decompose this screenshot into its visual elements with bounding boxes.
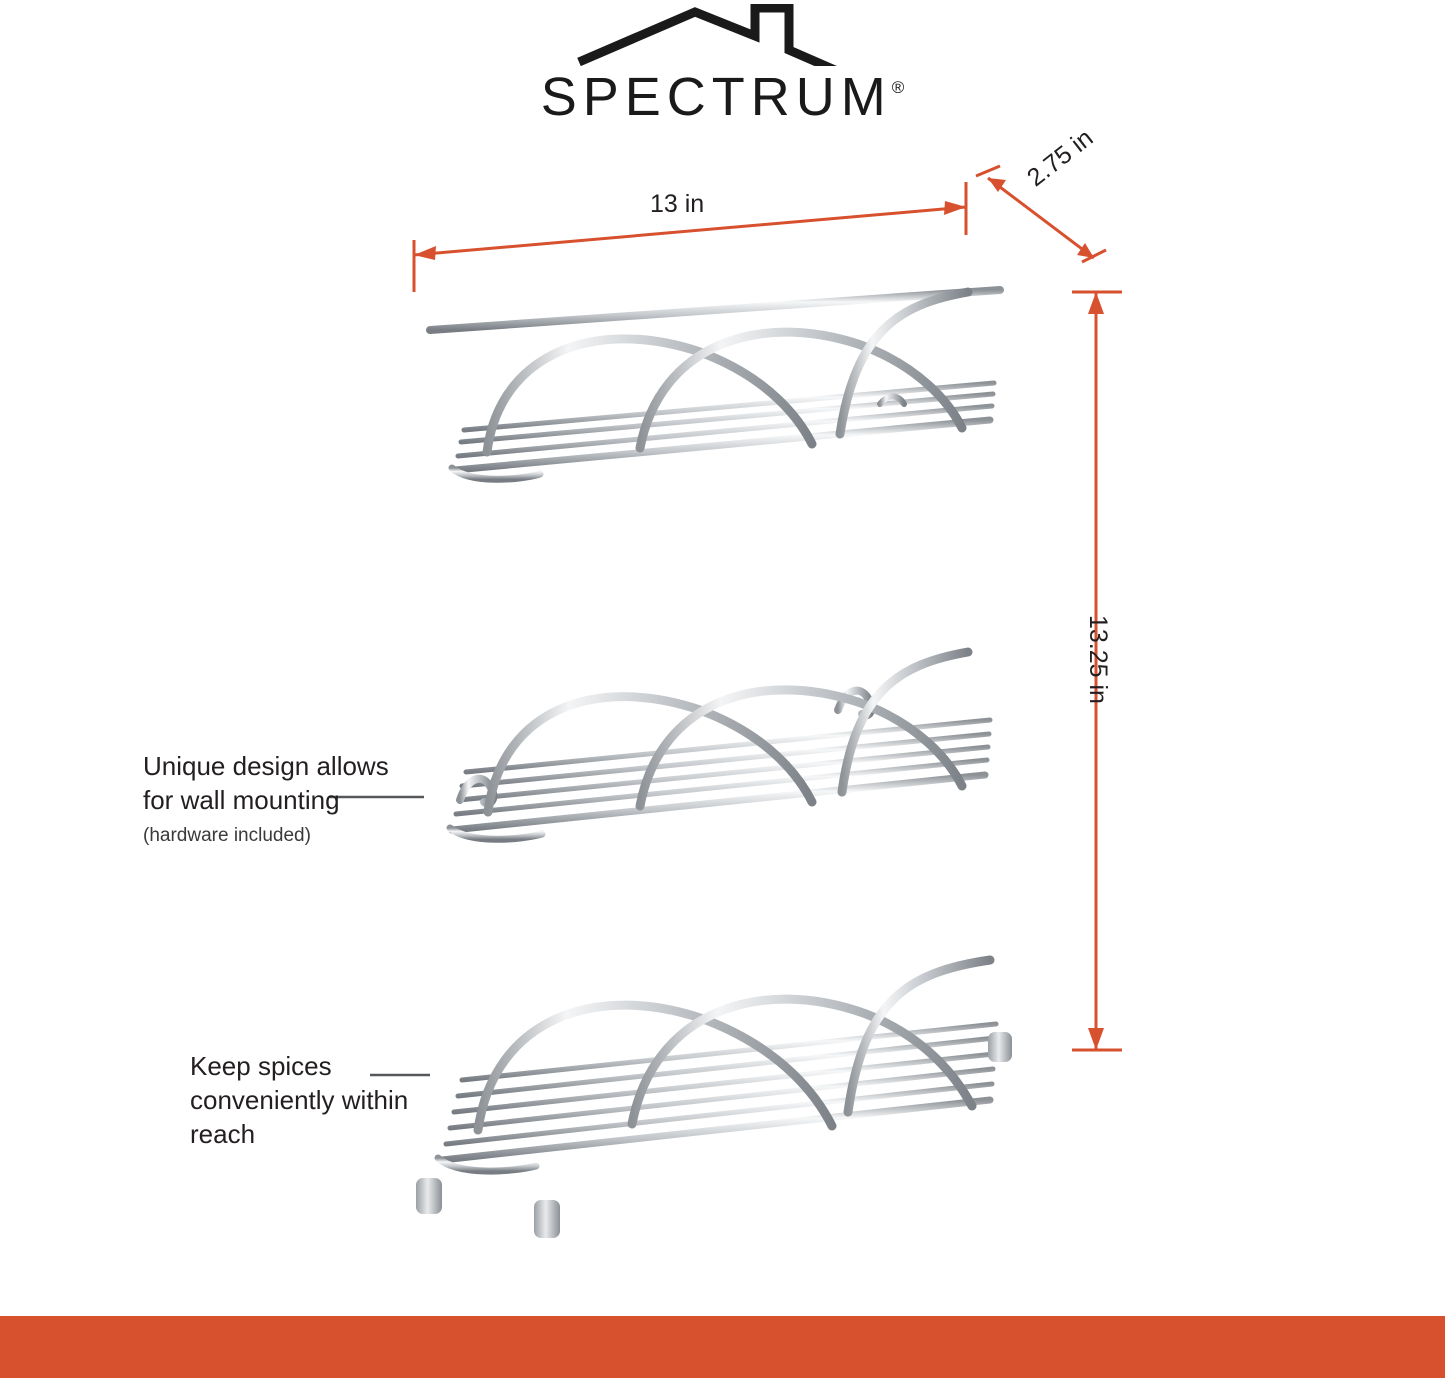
bottom-accent-bar bbox=[0, 1316, 1445, 1378]
dimension-width-label: 13 in bbox=[650, 190, 705, 218]
callout-spices-reach bbox=[190, 1050, 420, 1151]
callout-wall-mounting-text: Unique design allows for wall mounting bbox=[143, 751, 389, 815]
callout-wall-mounting bbox=[143, 750, 403, 848]
dimension-depth-label: 2.75 in bbox=[1022, 123, 1099, 193]
callout-spices-reach-text: Keep spices conveniently within reach bbox=[190, 1051, 409, 1149]
dimension-height-label: 13.25 in bbox=[1084, 615, 1112, 704]
registered-mark: ® bbox=[891, 78, 905, 97]
callout-wall-mounting-subtext: (hardware included) bbox=[143, 824, 311, 846]
brand-name: SPECTRUM® bbox=[540, 67, 905, 127]
